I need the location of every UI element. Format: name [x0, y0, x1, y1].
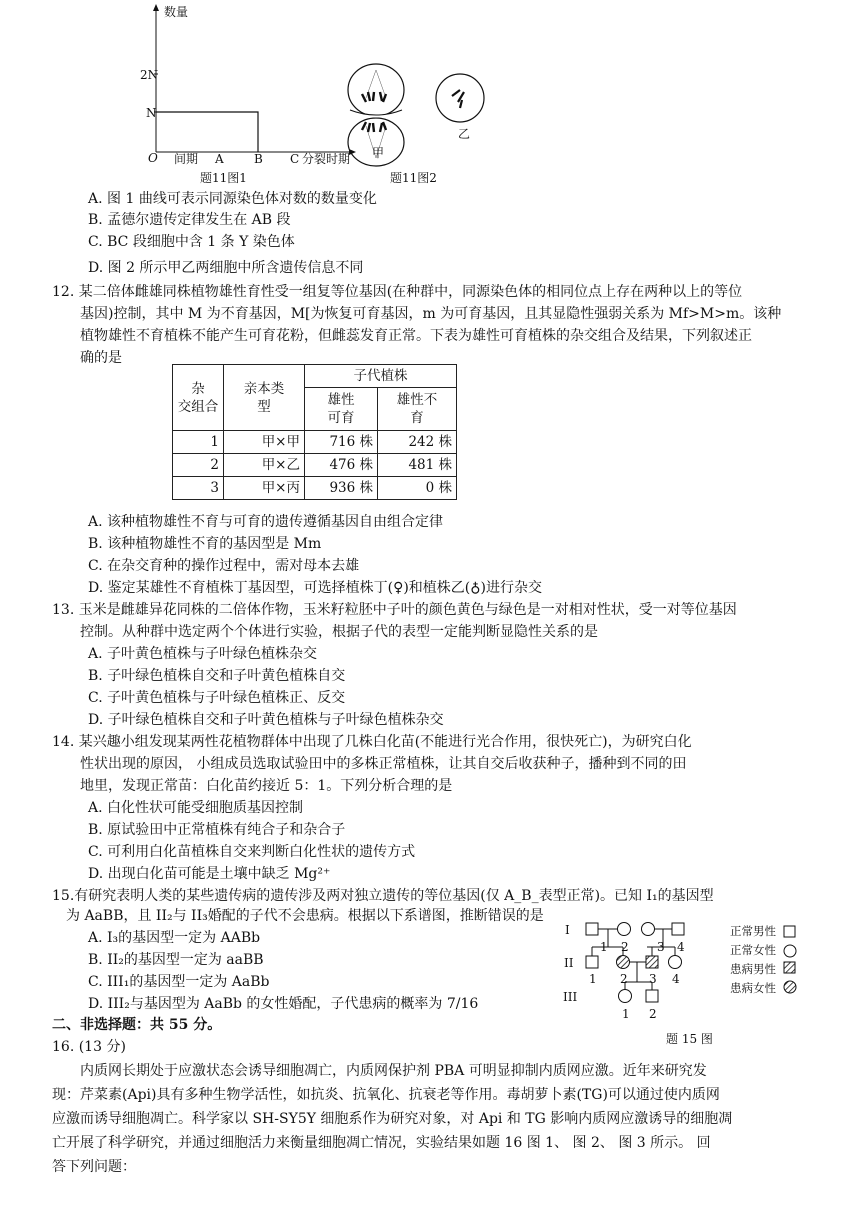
graph-ytick-2n: 2N	[140, 68, 159, 82]
pedigree-II-2: 2	[620, 972, 628, 986]
pedigree-I2-normal-female	[618, 923, 631, 936]
q14-stem-1: 14. 某兴趣小组发现某两性花植物群体中出现了几株白化苗(不能进行光合作用，很快死亡)，为研究白化	[52, 734, 692, 750]
pedigree-III-1: 1	[622, 1007, 630, 1021]
q16-para-3: 应激而诱导细胞凋亡。科学家以 SH-SY5Y 细胞系作为研究对象，对 Api 和 TG 影响内质网应激诱导的细胞凋	[52, 1111, 733, 1127]
th-combo: 杂 交组合	[173, 365, 224, 431]
pedigree-I-2: 2	[621, 940, 629, 954]
graph-origin: O	[148, 151, 158, 165]
q13-option-d: D. 子叶绿色植株自交和子叶黄色植株与子叶绿色植株杂交	[88, 712, 444, 728]
pedigree-III1-normal-female	[619, 990, 632, 1003]
q16-para-5: 答下列问题：	[52, 1159, 136, 1175]
q12-option-a: A. 该种植物雄性不育与可育的遗传遵循基因自由组合定律	[88, 514, 444, 530]
q15-stem-2: 为 AaBB，且 II₂与 II₃婚配的子代不会患病。根据以下系谱图，推断错误的是	[66, 908, 544, 924]
pedigree-gen-III: III	[563, 990, 578, 1004]
legend-normal-male-icon	[784, 926, 795, 937]
q13-option-c: C. 子叶黄色植株与子叶绿色植株正、反交	[88, 690, 346, 706]
graph-ytick-n: N	[146, 106, 157, 120]
pedigree-II-3: 3	[649, 972, 657, 986]
table-row: 3 甲×丙 936 株 0 株	[173, 477, 457, 500]
legend-affected-male: 患病男性	[730, 962, 776, 976]
q12-table	[172, 364, 457, 500]
cell-yi-icon	[436, 74, 484, 122]
q12-option-c: C. 在杂交育种的操作过程中，需对母本去雄	[88, 558, 360, 574]
legend-affected-female: 患病女性	[730, 981, 776, 995]
th-parent: 亲本类 型	[224, 365, 305, 431]
q12-stem-1: 12. 某二倍体雌雄同株植物雄性育性受一组复等位基因(在种群中，同源染色体的相同位点上存在两种以上的等位	[52, 284, 743, 300]
fig11-caption-2: 题11图2	[390, 171, 437, 185]
q11-option-d: D. 图 2 所示甲乙两细胞中所含遗传信息不同	[88, 260, 364, 276]
cell-label-yi: 乙	[458, 127, 471, 141]
q13-stem-2: 控制。从种群中选定两个个体进行实验，根据子代的表型一定能判断显隐性关系的是	[80, 624, 598, 640]
q14-option-b: B. 原试验田中正常植株有纯合子和杂合子	[88, 822, 346, 838]
q16-para-4: 亡开展了科学研究，并通过细胞活力来衡量细胞凋亡情况，实验结果如题 16 图 1、 图 2、 图 3 所示。 回	[52, 1135, 711, 1151]
th-sterile: 雄性不 育	[378, 388, 457, 431]
pedigree-I-4: 4	[677, 940, 685, 954]
q15-option-b: B. II₂的基因型一定为 aaBB	[88, 952, 264, 968]
table-row: 1 甲×甲 716 株 242 株	[173, 431, 457, 454]
legend-normal-male: 正常男性	[730, 924, 776, 938]
graph-xtick-a: A	[215, 152, 224, 166]
pedigree-I1-normal-male	[586, 923, 598, 935]
q12-stem-2: 基因)控制，其中 M 为不育基因，M[为恢复可育基因，m 为可育基因，且其显隐性强弱关系为 Mf>M>m。该种	[80, 306, 782, 322]
q12-stem-4: 确的是	[80, 350, 122, 366]
q15-option-c: C. III₁的基因型一定为 AaBb	[88, 974, 270, 990]
q15-option-d: D. III₂与基因型为 AaBb 的女性婚配，子代患病的概率为 7/16	[88, 996, 479, 1012]
legend-normal-female-icon	[784, 945, 796, 957]
pedigree-I4-normal-male	[672, 923, 684, 935]
cell-label-jia: 甲	[372, 146, 385, 160]
pedigree-I-3: 3	[657, 940, 665, 954]
th-fertile: 雄性 可育	[305, 388, 378, 431]
pedigree-gen-I: I	[565, 923, 570, 937]
pedigree-III2-normal-male	[646, 990, 658, 1002]
fig11-cells	[340, 50, 490, 170]
graph-xtick-interphase: 间期	[174, 152, 199, 166]
q15-option-a: A. I₃的基因型一定为 AABb	[88, 930, 261, 946]
pedigree-caption: 题 15 图	[666, 1032, 713, 1046]
legend-affected-female-icon	[784, 981, 796, 993]
q16-head: 16. (13 分)	[52, 1039, 126, 1055]
q15-stem-1: 15.有研究表明人类的某些遗传病的遗传涉及两对独立遗传的等位基因(仅 A_B_表型正常)。已知 I₁的基因型	[52, 888, 714, 904]
table-row: 2 甲×乙 476 株 481 株	[173, 454, 457, 477]
q14-stem-3: 地里，发现正常苗：白化苗约接近 5：1。下列分析合理的是	[80, 778, 453, 794]
q11-option-a: A. 图 1 曲线可表示同源染色体对数的数量变化	[88, 191, 377, 207]
q14-option-a: A. 白化性状可能受细胞质基因控制	[88, 800, 304, 816]
q13-option-a: A. 子叶黄色植株与子叶绿色植株杂交	[88, 646, 318, 662]
fig11-caption-1: 题11图1	[200, 171, 247, 185]
section-2-heading: 二、非选择题：共 55 分。	[52, 1017, 222, 1033]
legend-normal-female: 正常女性	[730, 943, 776, 957]
pedigree-III-2: 2	[649, 1007, 657, 1021]
q11-option-c: C. BC 段细胞中含 1 条 Y 染色体	[88, 234, 295, 250]
q14-stem-2: 性状出现的原因， 小组成员选取试验田中的多株正常植株，让其自交后收获种子，播种到不同的田	[80, 756, 687, 772]
q16-para-1: 内质网长期处于应激状态会诱导细胞凋亡，内质网保护剂 PBA 可明显抑制内质网应激。近年来研究发	[80, 1063, 707, 1079]
pedigree-I3-normal-female	[642, 923, 655, 936]
pedigree-I-1: 1	[600, 940, 608, 954]
q14-option-c: C. 可利用白化苗植株自交来判断白化性状的遗传方式	[88, 844, 416, 860]
q13-option-b: B. 子叶绿色植株自交和子叶黄色植株自交	[88, 668, 346, 684]
q12-stem-3: 植物雄性不育植株不能产生可育花粉，但雌蕊发育正常。下表为雄性可育植株的杂交组合及结果，下列叙述正	[80, 328, 752, 344]
graph-xlabel: 分裂时期	[302, 152, 351, 166]
fig11-graph	[130, 0, 370, 172]
pedigree-II-4: 4	[672, 972, 680, 986]
pedigree-II-1: 1	[589, 972, 597, 986]
graph-xtick-b: B	[254, 152, 263, 166]
q14-option-d: D. 出现白化苗可能是土壤中缺乏 Mg²⁺	[88, 866, 331, 882]
legend-affected-male-icon	[784, 962, 795, 973]
pedigree-gen-II: II	[564, 956, 574, 970]
q12-option-d: D. 鉴定某雄性不育植株丁基因型，可选择植株丁(♀)和植株乙(♁)进行杂交	[88, 580, 542, 596]
q11-option-b: B. 孟德尔遗传定律发生在 AB 段	[88, 212, 291, 228]
th-offspring: 子代植株	[305, 365, 457, 388]
q13-stem-1: 13. 玉米是雌雄异花同株的二倍体作物，玉米籽粒胚中子叶的颜色黄色与绿色是一对相对性状，受一对等位基因	[52, 602, 737, 618]
q12-option-b: B. 该种植物雄性不育的基因型是 Mm	[88, 536, 322, 552]
pedigree-II1-normal-male	[586, 956, 598, 968]
graph-xtick-c: C	[290, 152, 300, 166]
q16-para-2: 现：芹菜素(Api)具有多种生物学活性，如抗炎、抗氧化、抗衰老等作用。毒胡萝卜素(TG)可以通过使内质网	[52, 1087, 720, 1103]
graph-ylabel: 数量	[164, 5, 189, 19]
